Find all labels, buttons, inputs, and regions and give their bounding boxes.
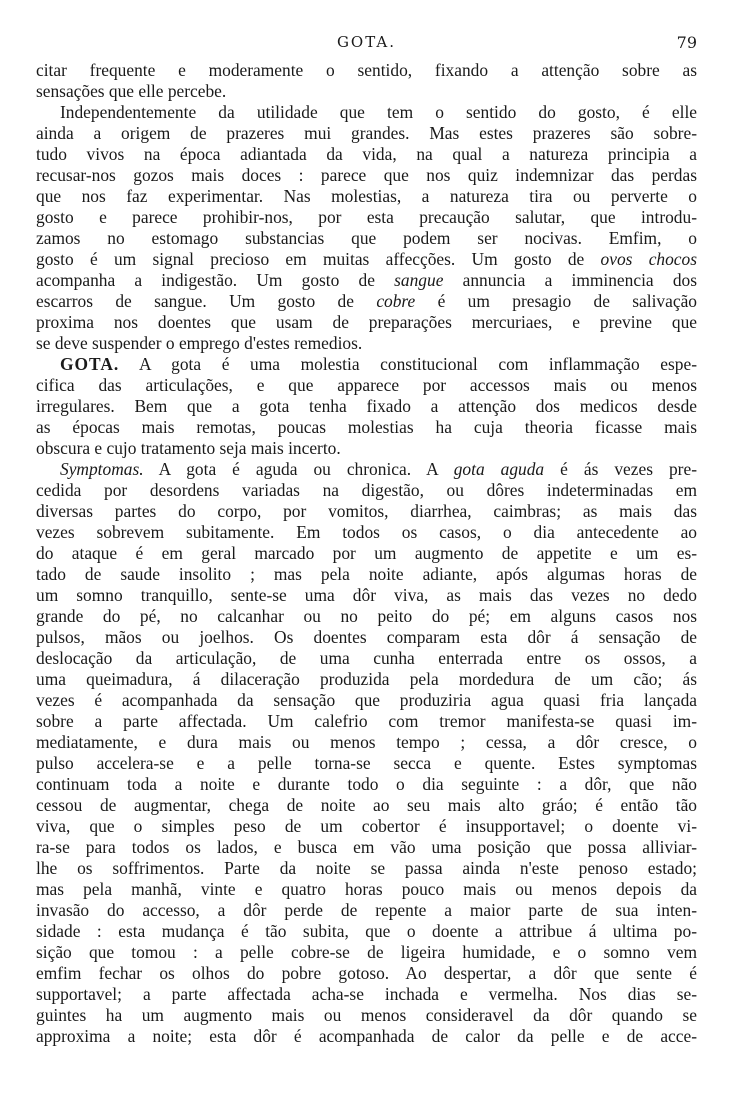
text-line: uma queimadura, á dilaceração produzida pela mordedura de um cão; ás bbox=[36, 669, 697, 689]
body-text bbox=[36, 60, 697, 1047]
text-line: vezes é acompanhada da sensação que produziria agua quasi fria lançada bbox=[36, 690, 697, 710]
text-line: pulsos, mãos ou joelhos. Os doentes comparam esta dôr á sensação de bbox=[36, 627, 697, 647]
text-line: recusar-nos gozos mais doces : parece que nos quiz indemnizar das perdas bbox=[36, 165, 697, 185]
text-line: ainda a origem de prazeres mui grandes. Mas estes prazeres são sobre- bbox=[36, 123, 697, 143]
text-line: approxima a noite; esta dôr é acompanhada de calor da pelle e de acce- bbox=[36, 1026, 697, 1046]
text-line: as épocas mais remotas, poucas molestias ha cuja theoria ficasse mais bbox=[36, 417, 697, 437]
page-header bbox=[36, 33, 697, 57]
subsection-heading: Symptomas. bbox=[60, 459, 144, 479]
text-line: obscura e cujo tratamento seja mais incerto. bbox=[36, 438, 341, 458]
text-line: sensações que elle percebe. bbox=[36, 81, 227, 101]
text-line: Symptomas. A gota é aguda ou chronica. A gota aguda é ás vezes pre- bbox=[60, 459, 697, 479]
text-line: mediatamente, e dura mais ou menos tempo ; cessa, a dôr cresce, o bbox=[36, 732, 697, 752]
text-line: ra-se para todos os lados, e busca em vão uma posição que possa alliviar- bbox=[36, 837, 697, 857]
text-line: tudo vivos na época adiantada da vida, na qual a natureza principia a bbox=[36, 144, 697, 164]
text-line: escarros de sangue. Um gosto de cobre é um presagio de salivação bbox=[36, 291, 697, 311]
text-line: vezes sobrevem subitamente. Em todos os casos, o dia antecedente ao bbox=[36, 522, 697, 542]
text-line: invasão do accesso, a dôr perde de repente a maior parte de sua inten- bbox=[36, 900, 697, 920]
text-line: que nos faz experimentar. Nas molestias, a natureza tira ou perverte o bbox=[36, 186, 697, 206]
text-line: supportavel; a parte affectada acha-se inchada e vermelha. Nos dias se- bbox=[36, 984, 697, 1004]
text-line: cifica das articulações, e que apparece por accessos mais ou menos bbox=[36, 375, 697, 395]
text-line: do ataque é em geral marcado por um augmento de appetite e um es- bbox=[36, 543, 697, 563]
text-line: gosto é um signal precioso em muitas affecções. Um gosto de ovos chocos bbox=[36, 249, 697, 269]
text-line: lhe os soffrimentos. Parte da noite se passa ainda n'este penoso estado; bbox=[36, 858, 697, 878]
text-line: Independentemente da utilidade que tem o sentido do gosto, é elle bbox=[60, 102, 697, 122]
text-line: mas pela manhã, vinte e quatro horas pouco mais ou menos depois da bbox=[36, 879, 697, 899]
text-line: emfim fechar os olhos do pobre gotoso. Ao despertar, a dôr que sente é bbox=[36, 963, 697, 983]
text-line: tado de saude insolito ; mas pela noite adiante, após algumas horas de bbox=[36, 564, 697, 584]
text-line: deslocação da articulação, de uma cunha enterrada entre os ossos, a bbox=[36, 648, 697, 668]
text-line: zamos no estomago substancias que podem ser nocivas. Emfim, o bbox=[36, 228, 697, 248]
text-line: continuam toda a noite e durante todo o dia seguinte : a dôr, que não bbox=[36, 774, 697, 794]
text-line: GOTA. A gota é uma molestia constitucional com inflammação espe- bbox=[60, 354, 697, 374]
text-line: se deve suspender o emprego d'estes remedios. bbox=[36, 333, 363, 353]
section-heading: GOTA. bbox=[60, 354, 120, 374]
text-line: viva, que o simples peso de um cobertor é insupportavel; o doente vi- bbox=[36, 816, 697, 836]
text-line: irregulares. Bem que a gota tenha fixado a attenção dos medicos desde bbox=[36, 396, 697, 416]
text-line: sição que tomou : a pelle cobre-se de ligeira humidade, e o somno vem bbox=[36, 942, 697, 962]
text-line: pulso accelera-se e a pelle torna-se secca e quente. Estes symptomas bbox=[36, 753, 697, 773]
text-line: gosto e parece prohibir-nos, por esta precaução salutar, que introdu- bbox=[36, 207, 697, 227]
text-line: sobre a parte affectada. Um calefrio com tremor manifesta-se quasi im- bbox=[36, 711, 697, 731]
text-line: guintes ha um augmento mais ou menos consideravel da dôr quando se bbox=[36, 1005, 697, 1025]
text-line: citar frequente e moderamente o sentido, fixando a attenção sobre as bbox=[36, 60, 697, 80]
text-line: acompanha a indigestão. Um gosto de sangue annuncia a imminencia dos bbox=[36, 270, 697, 290]
text-line: um somno tranquillo, sente-se uma dôr viva, as mais das vezes no dedo bbox=[36, 585, 697, 605]
text-line: diversas partes do corpo, por vomitos, diarrhea, caimbras; as mais das bbox=[36, 501, 697, 521]
text-line: sidade : esta mudança é tão subita, que o doente a attribue á ultima po- bbox=[36, 921, 697, 941]
text-line: cedida por desordens variadas na digestão, ou dôres indeterminadas em bbox=[36, 480, 697, 500]
text-line: proxima nos doentes que usam de preparações mercuriaes, e previne que bbox=[36, 312, 697, 332]
page-number: 79 bbox=[676, 33, 697, 52]
running-title: GOTA. bbox=[336, 33, 397, 51]
text-line: cessou de augmentar, chega de noite ao seu mais alto gráo; é então tão bbox=[36, 795, 697, 815]
text-line: grande do pé, no calcanhar ou no peito do pé; em alguns casos nos bbox=[36, 606, 697, 626]
